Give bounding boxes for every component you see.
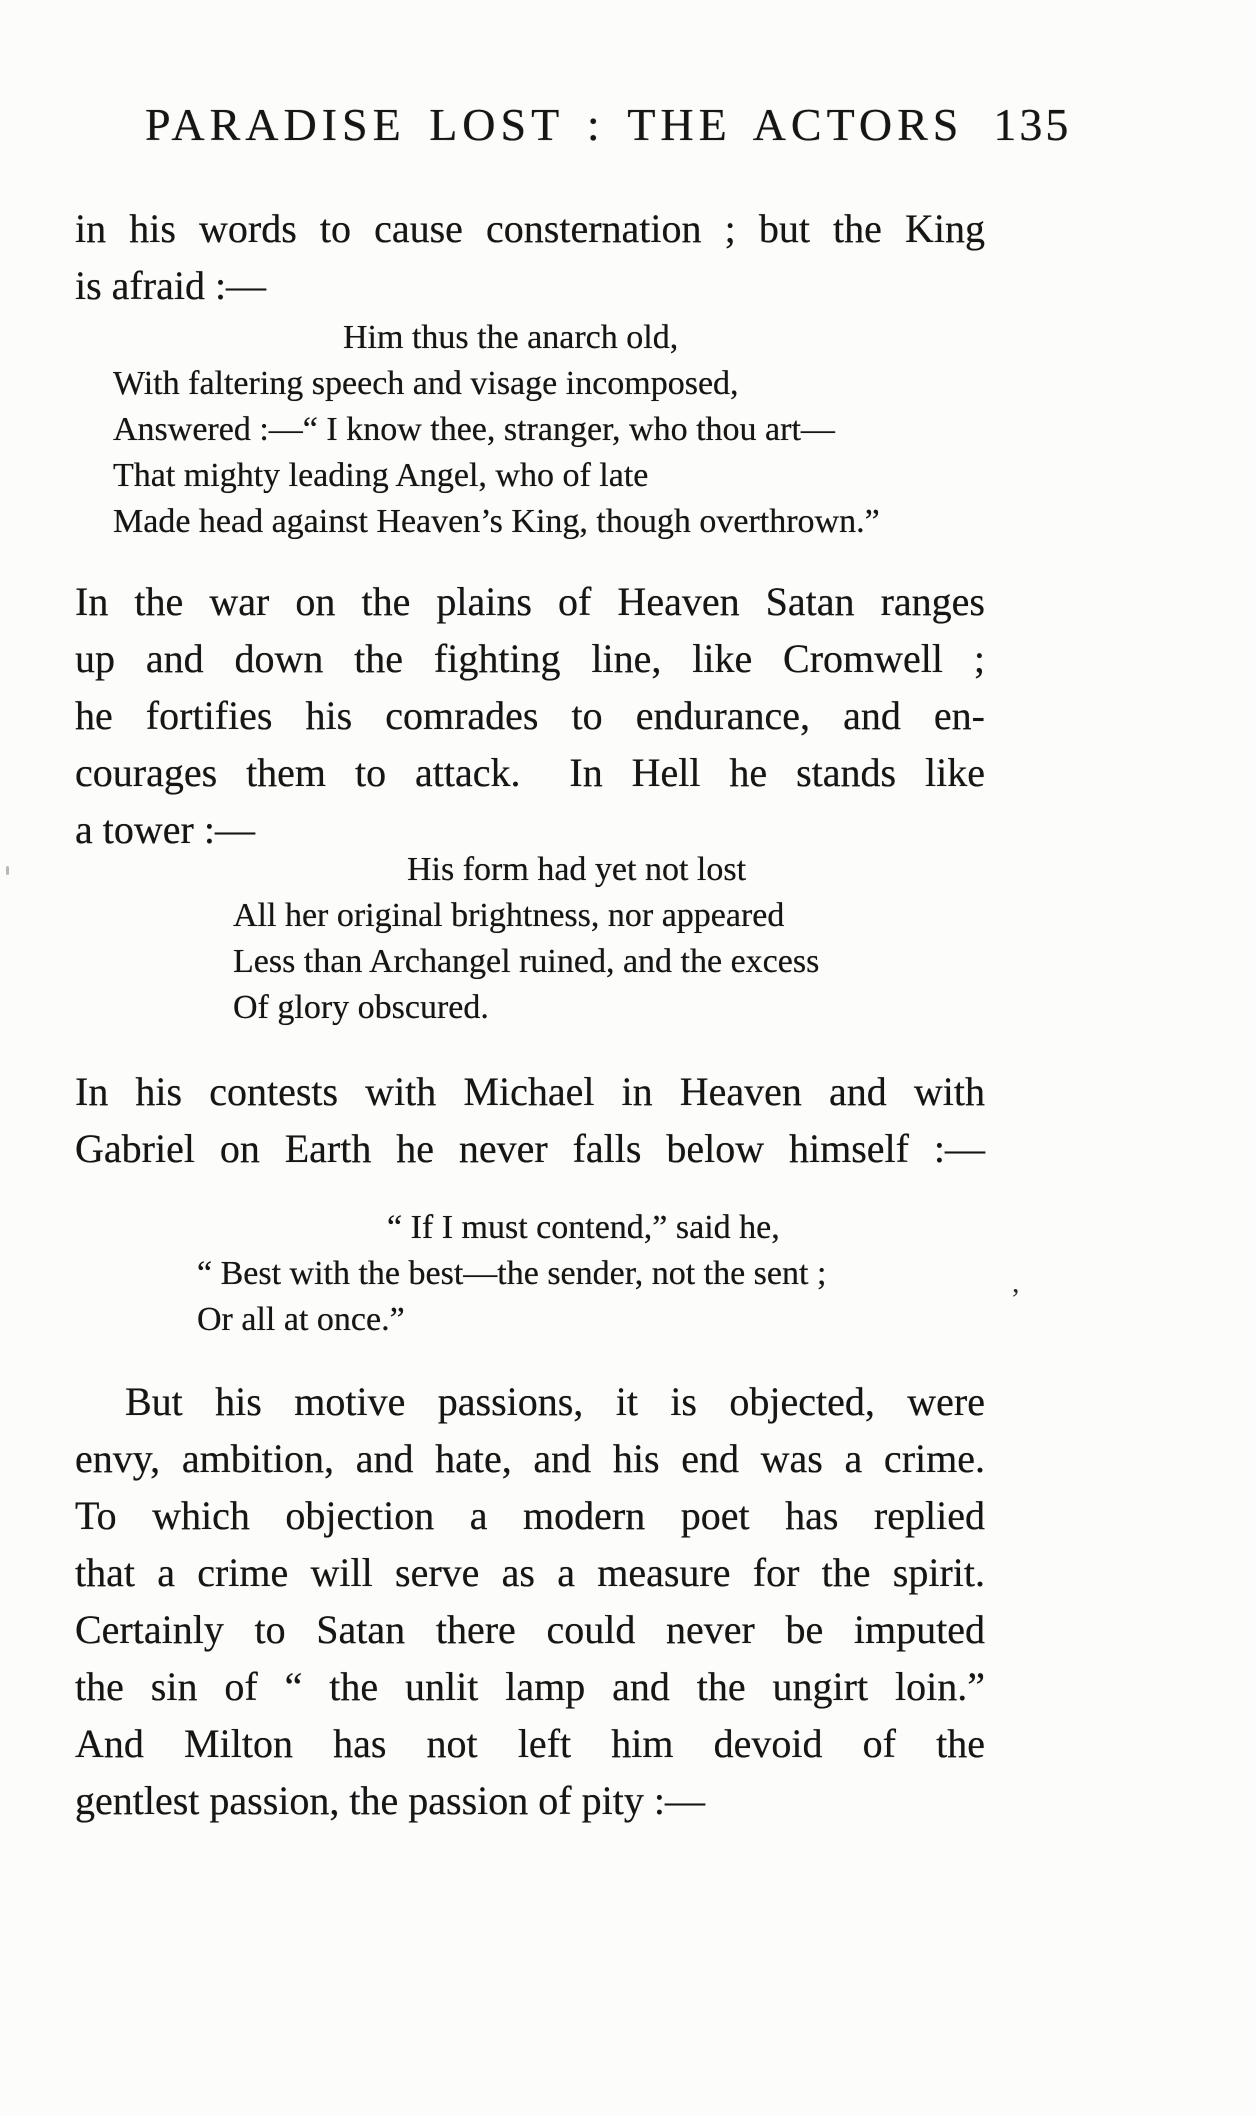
text-line: is afraid :— [75, 263, 267, 308]
text-line: up and down the fighting line, like Cromwell ; [75, 636, 985, 681]
header-title: PARADISE LOST : THE ACTORS [145, 99, 964, 150]
text-line: Gabriel on Earth he never falls below himself :— [75, 1126, 985, 1171]
verse-line: Him thus the anarch old, [343, 319, 679, 356]
text-line: In his contests with Michael in Heaven and with [75, 1069, 985, 1114]
running-header [145, 98, 1071, 151]
verse-line: Answered :—“ I know thee, stranger, who thou art— [113, 411, 835, 448]
verse-line: With faltering speech and visage incomposed, [113, 365, 739, 402]
paragraph-motive-passions [75, 1373, 985, 1829]
verse-quote-anarch [113, 315, 993, 545]
page-number: 135 [993, 99, 1072, 150]
text-line: Certainly to Satan there could never be imputed [75, 1607, 985, 1652]
verse-line: Of glory obscured. [233, 989, 489, 1026]
text-line: But his motive passions, it is objected, were [125, 1379, 985, 1424]
verse-line: Or all at once.” [197, 1301, 405, 1338]
text-line: courages them to attack. In Hell he stands like [75, 750, 985, 795]
scan-artifact-mark: , [1012, 1266, 1020, 1299]
verse-line: All her original brightness, nor appeared [233, 897, 785, 934]
verse-line: “ If I must contend,” said he, [387, 1209, 780, 1246]
verse-line: Less than Archangel ruined, and the excess [233, 943, 820, 980]
text-line: in his words to cause consternation ; but the King [75, 206, 985, 251]
text-line: a tower :— [75, 807, 255, 852]
paragraph-contests [75, 1063, 985, 1177]
text-line: he fortifies his comrades to endurance, and en- [75, 693, 985, 738]
verse-line: “ Best with the best—the sender, not the sent ; [197, 1255, 827, 1292]
text-line: envy, ambition, and hate, and his end was a crime. [75, 1436, 985, 1481]
verse-line: That mighty leading Angel, who of late [113, 457, 649, 494]
text-line: gentlest passion, the passion of pity :— [75, 1778, 705, 1823]
text-line: In the war on the plains of Heaven Satan ranges [75, 579, 985, 624]
scan-artifact-speck [6, 866, 9, 875]
paragraph-continuation [75, 200, 985, 314]
text-line: that a crime will serve as a measure for the spirit. [75, 1550, 985, 1595]
verse-line: His form had yet not lost [407, 851, 747, 888]
text-line: To which objection a modern poet has replied [75, 1493, 985, 1538]
text-line: And Milton has not left him devoid of the [75, 1721, 985, 1766]
verse-line: Made head against Heaven’s King, though overthrown.” [113, 503, 880, 540]
text-line: the sin of “ the unlit lamp and the ungirt loin.” [75, 1664, 985, 1709]
verse-quote-form [233, 847, 993, 1031]
verse-quote-contend [197, 1205, 957, 1343]
paragraph-war-in-heaven [75, 573, 985, 858]
